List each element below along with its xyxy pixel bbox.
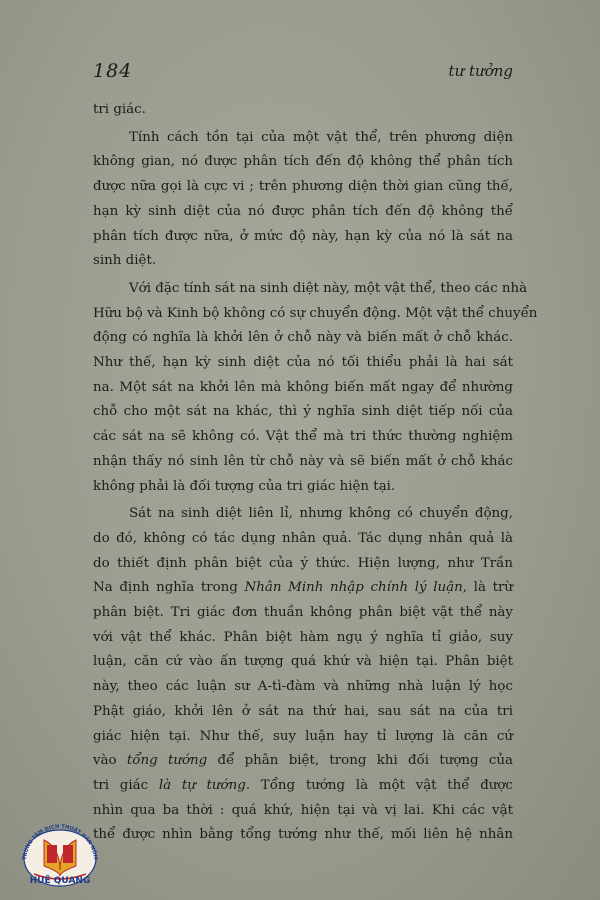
text-line: Với đặc tính sát na sinh diệt này, một vật thể, theo các nhà (129, 280, 528, 296)
text-line: tri giác. (93, 102, 146, 117)
paragraph-1 (93, 98, 513, 123)
text-line: giác hiện tại. Như thế, suy luận hay tỉ lượng là căn cứ (93, 728, 513, 744)
page-header (93, 60, 513, 86)
text-line: phân tích được nữa, ở mức độ này, hạn kỳ của nó là sát na (93, 228, 513, 244)
text-run: vào (93, 753, 127, 769)
text-line (93, 749, 513, 774)
paragraph-4 (93, 502, 513, 848)
text-line: không gian, nó được phân tích đến độ không thể phân tích (93, 154, 513, 170)
text-line: na. Một sát na khởi lên mà không biến mất ngay để nhường (93, 379, 513, 395)
text-line: Hữu bộ và Kinh bộ không có sự chuyển động. Một vật thể chuyển (93, 305, 538, 321)
body-text (93, 98, 538, 848)
text-line: Sát na sinh diệt liên lỉ, nhưng không có chuyển động, (129, 506, 513, 522)
running-title: tư tưởng (448, 62, 513, 80)
text-line: chỗ cho một sát na khác, thì ý nghĩa sinh diệt tiếp nối của (93, 404, 513, 420)
text-line: phân biệt. Tri giác đơn thuần không phân biệt vật thể này (93, 605, 513, 621)
text-line: hạn kỳ sinh diệt của nó được phân tích đến độ không thể (93, 203, 513, 219)
paragraph-2 (93, 126, 513, 274)
book-title: Nhân Minh nhập chính lý luận (244, 580, 463, 596)
text-line: các sát na sẽ không có. Vật thể mà tri thức thường nghiệm (93, 429, 513, 445)
text-line (93, 774, 513, 799)
text-line: luận, căn cứ vào ấn tượng quá khứ và hiện tại. Phân biệt (93, 654, 513, 670)
text-line: với vật thể khác. Phân biệt hàm ngụ ý nghĩa tỉ giảo, suy (93, 629, 513, 645)
italic-term: tổng tướng (126, 753, 208, 769)
page-number: 184 (93, 60, 133, 82)
text-line: nhìn qua ba thời : quá khứ, hiện tại và vị lai. Khi các vật (93, 802, 513, 818)
text-line: không phải là đối tượng của tri giác hiện tại. (93, 478, 396, 494)
text-line: thể được nhìn bằng tổng tướng như thế, mối liên hệ nhân (93, 827, 513, 843)
text-line: này, theo các luận sư A-tì-đàm và những nhà luận lý học (93, 679, 513, 695)
text-line: động có nghĩa là khởi lên ở chỗ này và biến mất ở chỗ khác. (93, 330, 513, 346)
text-line: Như thế, hạn kỳ sinh diệt của nó tối thiểu phải là hai sát (93, 355, 513, 371)
text-run: , là trừ (462, 580, 513, 596)
text-run: tri giác (93, 777, 159, 793)
text-run: để phân biệt, trong khi đối tượng của (207, 753, 514, 769)
text-line: được nữa gọi là cực vi ; trên phương diện thời gian cũng thế, (93, 179, 513, 195)
text-line: do đó, không có tác dụng nhân quả. Tác dụng nhân quả là (93, 530, 513, 546)
text-run: . Tổng tướng là một vật thể được (245, 777, 513, 793)
paragraph-3 (93, 277, 538, 499)
text-line: do thiết định phân biệt của ý thức. Hiện lượng, như Trần (93, 555, 513, 571)
text-run: Na định nghĩa trong (93, 580, 245, 596)
text-line: sinh diệt. (93, 253, 157, 269)
text-line: Tính cách tồn tại của một vật thể, trên phương diện (129, 129, 513, 145)
italic-term: là tự tướng (158, 777, 246, 793)
logo-label: HUỆ QUANG (29, 876, 91, 886)
publisher-logo (14, 818, 106, 894)
text-line: nhận thấy nó sinh lên từ chỗ này và sẽ biến mất ở chỗ khác (93, 453, 513, 469)
text-line: Phật giáo, khởi lên ở sát na thứ hai, sau sát na của tri (93, 703, 513, 719)
text-line (93, 576, 513, 601)
logo-arc-text: TRUNG TÂM DỊCH THUẬT HÁN NÔM (22, 823, 98, 861)
